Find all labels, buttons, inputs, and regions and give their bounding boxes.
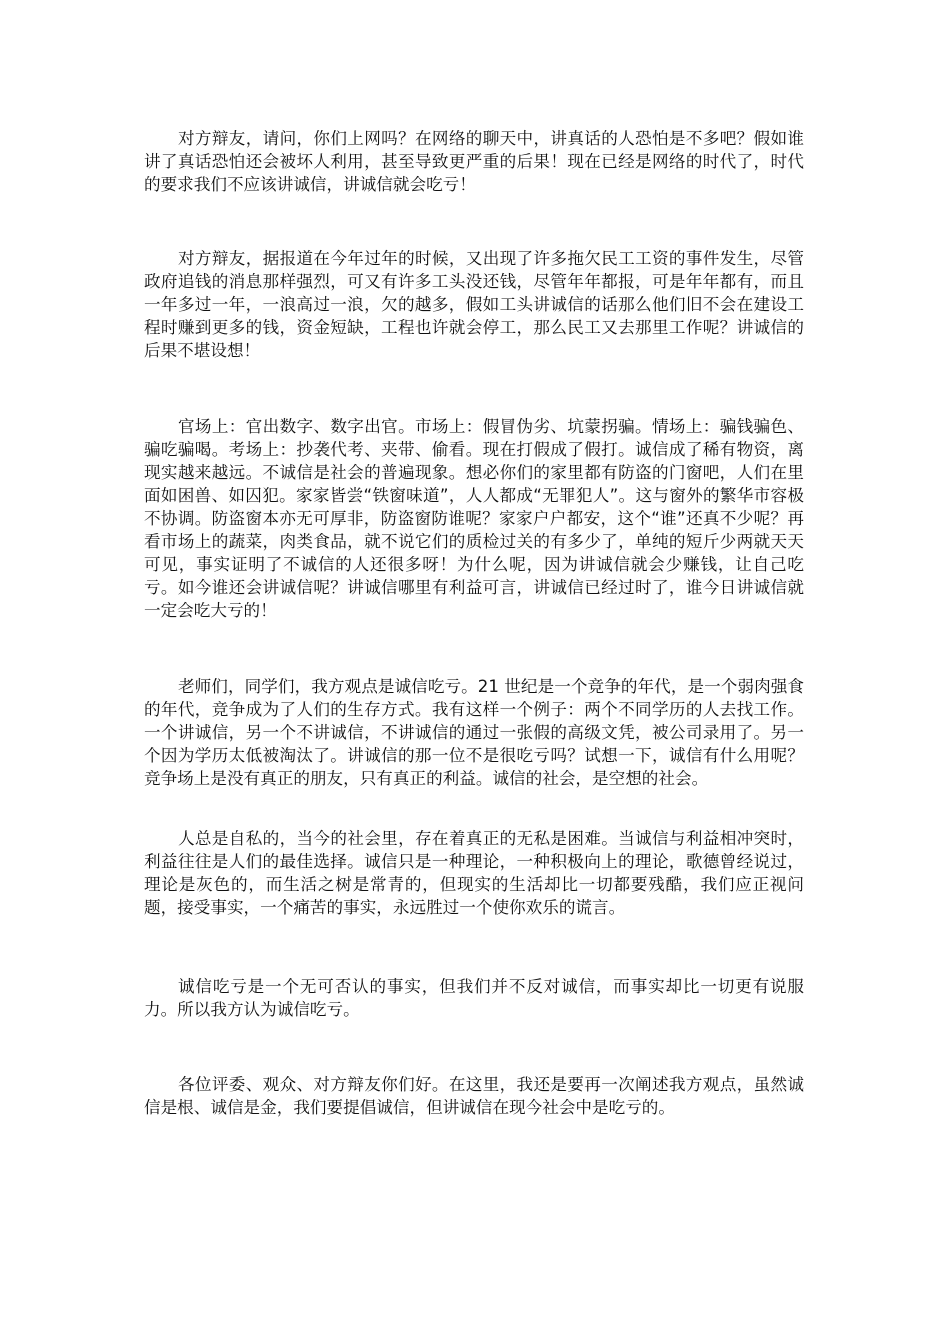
paragraph-4: 老师们，同学们，我方观点是诚信吃亏。21 世纪是一个竞争的年代，是一个弱肉强食的年代，竞争成为了人们的生存方式。我有这样一个例子：两个不同学历的人去找工作。一个讲诚信，另一个不讲诚信，不讲诚信的通过一张假的高级文凭，被公司录用了。另一个因为学历太低被淘汰了。讲诚信的那一位不是很吃亏吗？试想一下，诚信有什么用呢？竞争场上是没有真正的朋友，只有真正的利益。诚信的社会，是空想的社会。 — [144, 677, 804, 788]
paragraph-5: 人总是自私的，当今的社会里，存在着真正的无私是困难。当诚信与利益相冲突时，利益往往是人们的最佳选择。诚信只是一种理论，一种积极向上的理论，歌德曾经说过，理论是灰色的，而生活之树是常青的，但现实的生活却比一切都要残酷，我们应正视问题，接受事实，一个痛苦的事实，永远胜过一个使你欢乐的谎言。 — [144, 829, 804, 917]
paragraph-3: 官场上：官出数字、数字出官。市场上：假冒伪劣、坑蒙拐骗。情场上：骗钱骗色、骗吃骗喝。考场上：抄袭代考、夹带、偷看。现在打假成了假打。诚信成了稀有物资，离现实越来越远。不诚信是社会的普遍现象。想必你们的家里都有防盗的门窗吧，人们在里面如困兽、如囚犯。家家皆尝“铁窗味道”，人人都成“无罪犯人”。这与窗外的繁华市容极不协调。防盗窗本亦无可厚非，防盗窗防谁呢？家家户户都安，这个“谁”还真不少呢？再看市场上的蔬菜，肉类食品，就不说它们的质检过关的有多少了，单纯的短斤少两就天天可见，事实证明了不诚信的人还很多呀！为什么呢，因为讲诚信就会少赚钱，让自己吃亏。如今谁还会讲诚信呢？讲诚信哪里有利益可言，讲诚信已经过时了，谁今日讲诚信就一定会吃大亏的！ — [144, 417, 804, 620]
paragraph-1: 对方辩友，请问，你们上网吗？在网络的聊天中，讲真话的人恐怕是不多吧？假如谁讲了真话恐怕还会被坏人利用，甚至导致更严重的后果！现在已经是网络的时代了，时代的要求我们不应该讲诚信，讲诚信就会吃亏！ — [144, 129, 804, 194]
paragraph-6: 诚信吃亏是一个无可否认的事实，但我们并不反对诚信，而事实却比一切更有说服力。所以我方认为诚信吃亏。 — [144, 977, 804, 1019]
paragraph-7: 各位评委、观众、对方辩友你们好。在这里，我还是要再一次阐述我方观点，虽然诚信是根、诚信是金，我们要提倡诚信，但讲诚信在现今社会中是吃亏的。 — [144, 1075, 804, 1117]
paragraph-2: 对方辩友，据报道在今年过年的时候，又出现了许多拖欠民工工资的事件发生，尽管政府追钱的消息那样强烈，可又有许多工头没还钱，尽管年年都报，可是年年都有，而且一年多过一年，一浪高过一浪，欠的越多，假如工头讲诚信的话那么他们旧不会在建设工程时赚到更多的钱，资金短缺，工程也许就会停工，那么民工又去那里工作呢？讲诚信的后果不堪设想！ — [144, 249, 804, 360]
